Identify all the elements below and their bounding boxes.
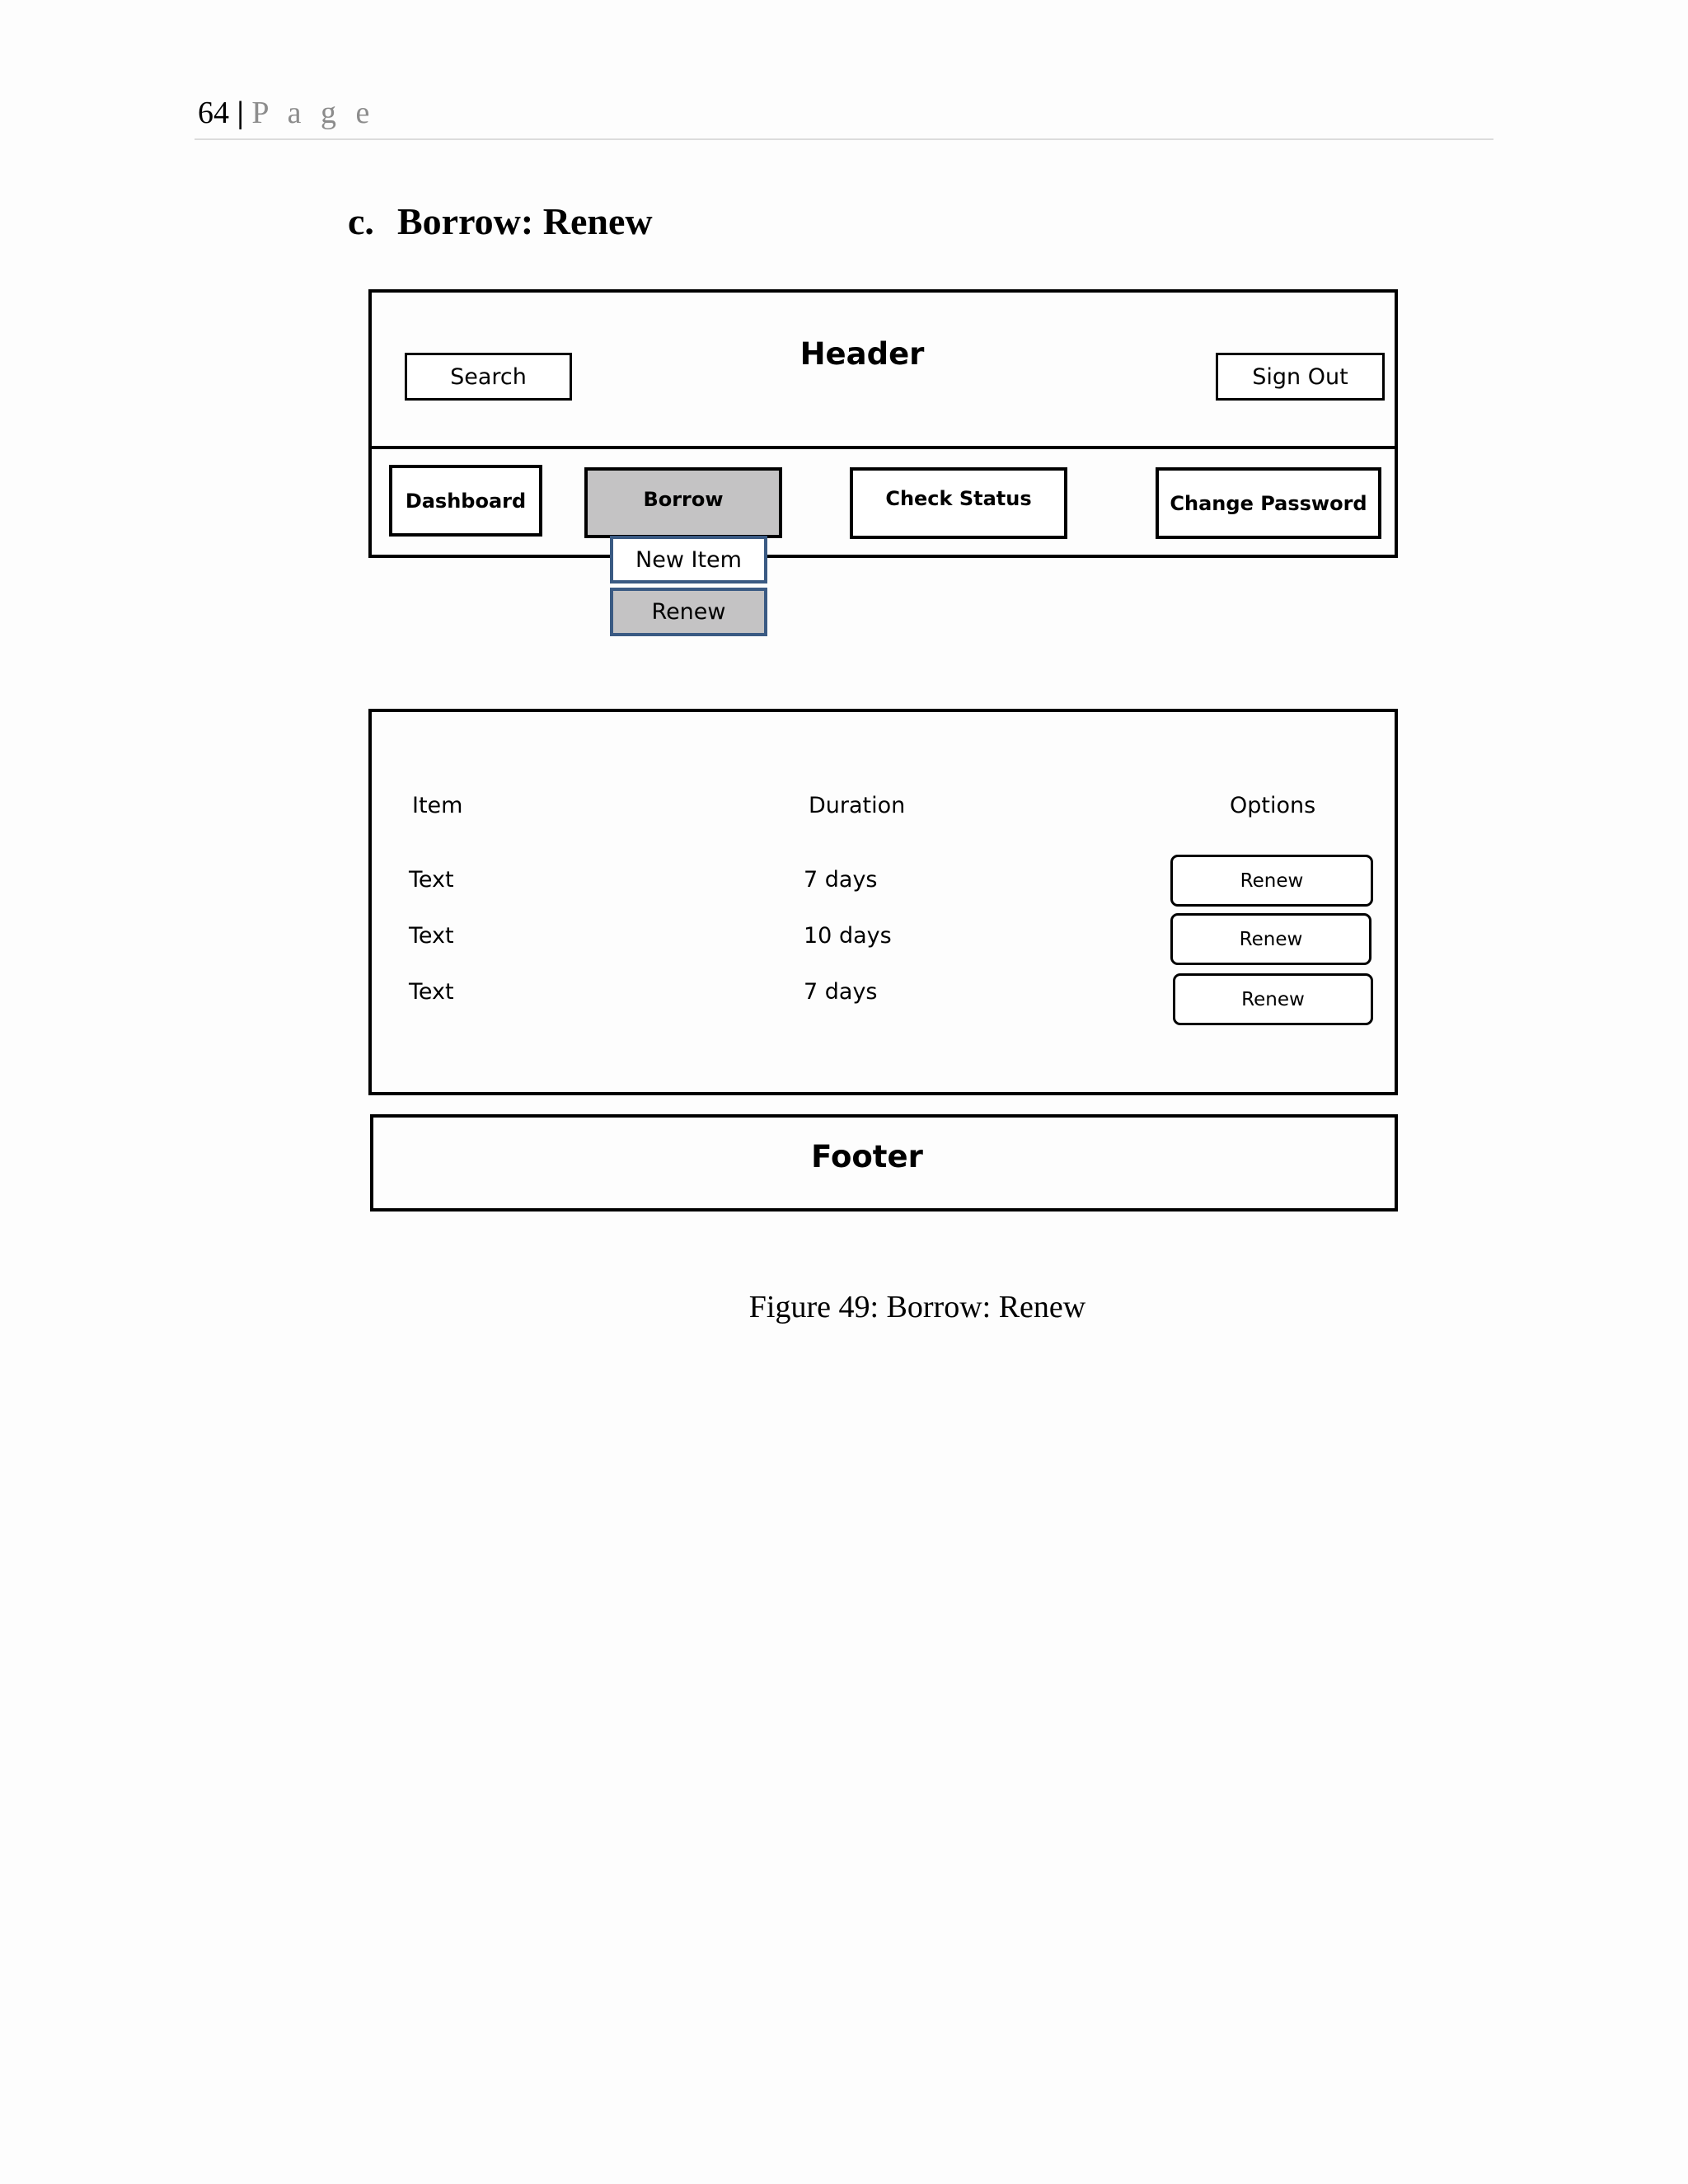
duration-cell: 7 days bbox=[804, 979, 878, 1005]
nav-borrow-button[interactable]: Borrow bbox=[584, 467, 782, 538]
item-cell: Text bbox=[409, 923, 454, 949]
nav-dashboard-button[interactable]: Dashboard bbox=[389, 465, 542, 537]
renew-button[interactable]: Renew bbox=[1170, 855, 1373, 907]
page-label: P a g e bbox=[251, 96, 376, 130]
duration-cell: 10 days bbox=[804, 923, 892, 949]
page-separator: | bbox=[237, 96, 244, 130]
figure-caption: Figure 49: Borrow: Renew bbox=[748, 1290, 1086, 1324]
header-rule bbox=[195, 138, 1493, 140]
sign-out-button[interactable]: Sign Out bbox=[1216, 353, 1385, 401]
section-heading bbox=[348, 199, 653, 243]
search-button[interactable]: Search bbox=[405, 353, 572, 401]
footer-title: Footer bbox=[811, 1139, 923, 1174]
section-marker: c. bbox=[348, 200, 374, 242]
section-title: Borrow: Renew bbox=[397, 200, 653, 242]
item-cell: Text bbox=[409, 867, 454, 893]
nav-check-status-button[interactable]: Check Status bbox=[850, 467, 1067, 539]
menu-item-renew[interactable]: Renew bbox=[610, 588, 767, 636]
column-header-item: Item bbox=[412, 793, 463, 818]
menu-item-new-item[interactable]: New Item bbox=[610, 536, 767, 583]
page-number: 64 bbox=[198, 96, 229, 130]
column-header-duration: Duration bbox=[809, 793, 906, 818]
nav-change-password-button[interactable]: Change Password bbox=[1156, 467, 1381, 539]
wireframe-header-divider bbox=[368, 446, 1398, 449]
page-header bbox=[198, 97, 375, 129]
renew-button[interactable]: Renew bbox=[1173, 973, 1373, 1025]
item-cell: Text bbox=[409, 979, 454, 1005]
duration-cell: 7 days bbox=[804, 867, 878, 893]
renew-button[interactable]: Renew bbox=[1170, 913, 1372, 965]
column-header-options: Options bbox=[1230, 793, 1316, 818]
header-title: Header bbox=[799, 336, 925, 372]
